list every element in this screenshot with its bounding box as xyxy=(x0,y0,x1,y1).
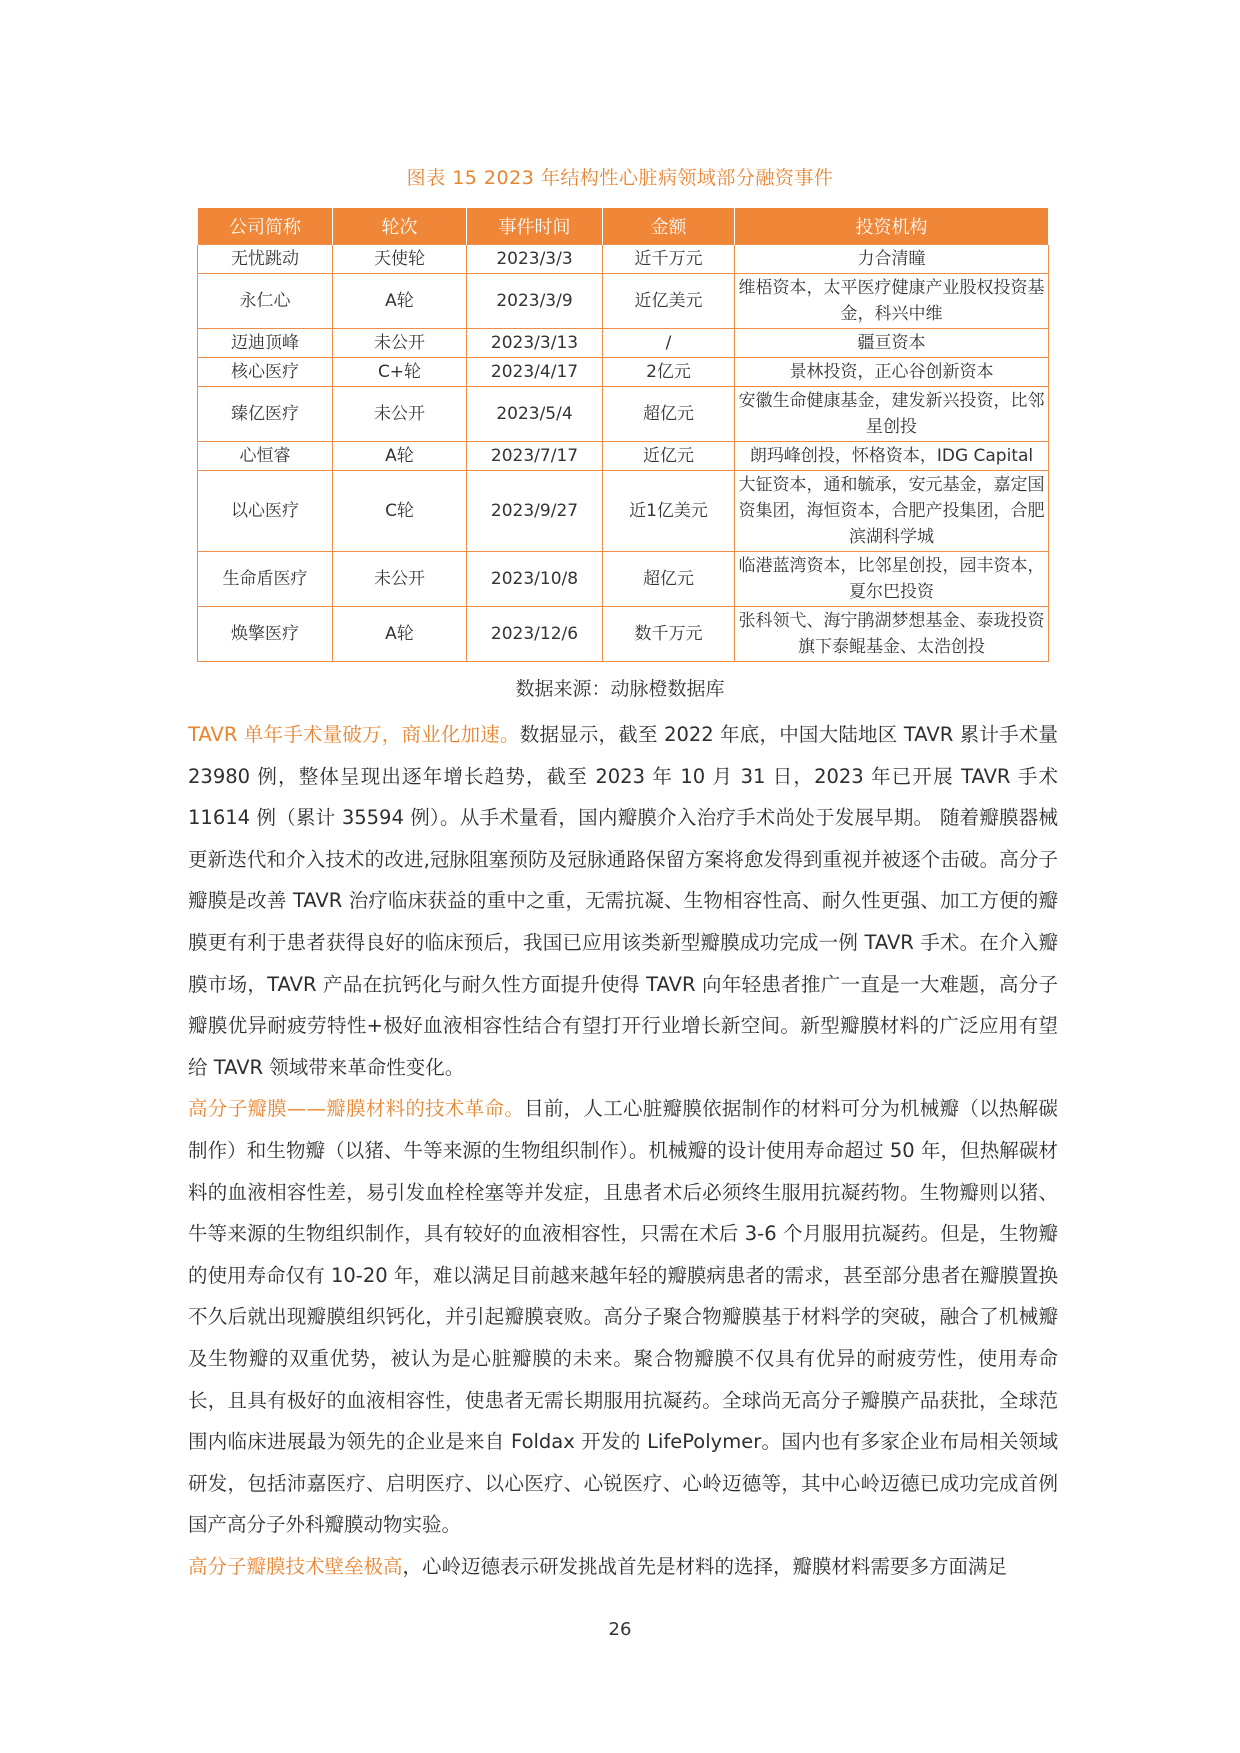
round-cell: C+轮 xyxy=(333,358,467,387)
financing-events-table xyxy=(197,208,1049,662)
column-header-investors: 投资机构 xyxy=(735,208,1049,245)
investors-cell: 维梧资本，太平医疗健康产业股权投资基金，科兴中维 xyxy=(735,274,1049,329)
company-cell: 臻亿医疗 xyxy=(198,387,333,442)
amount-cell: 近亿美元 xyxy=(603,274,735,329)
paragraph-lead: 高分子瓣膜技术壁垒极高 xyxy=(188,1554,403,1578)
round-cell: 天使轮 xyxy=(333,245,467,274)
round-cell: 未公开 xyxy=(333,329,467,358)
data-source-note: 数据来源：动脉橙数据库 xyxy=(515,678,725,700)
date-cell: 2023/5/4 xyxy=(467,387,603,442)
investors-cell: 力合清瞳 xyxy=(735,245,1049,274)
date-cell: 2023/3/3 xyxy=(467,245,603,274)
amount-cell: / xyxy=(603,329,735,358)
date-cell: 2023/9/27 xyxy=(467,471,603,552)
amount-cell: 近千万元 xyxy=(603,245,735,274)
table-row xyxy=(198,607,1049,662)
amount-cell: 2亿元 xyxy=(603,358,735,387)
round-cell: A轮 xyxy=(333,274,467,329)
column-header-date: 事件时间 xyxy=(467,208,603,245)
amount-cell: 超亿元 xyxy=(603,387,735,442)
paragraph-lead: 高分子瓣膜——瓣膜材料的技术革命。 xyxy=(188,1097,525,1121)
paragraph-polymer-valve xyxy=(188,1088,1058,1546)
amount-cell: 超亿元 xyxy=(603,552,735,607)
amount-cell: 数千万元 xyxy=(603,607,735,662)
figure-caption: 图表 15 2023 年结构性心脏病领域部分融资事件 xyxy=(406,167,834,189)
column-header-amount: 金额 xyxy=(603,208,735,245)
round-cell: 未公开 xyxy=(333,552,467,607)
company-cell: 核心医疗 xyxy=(198,358,333,387)
paragraph-lead: TAVR 单年手术量破万，商业化加速。 xyxy=(188,723,520,746)
amount-cell: 近1亿美元 xyxy=(603,471,735,552)
table-row xyxy=(198,387,1049,442)
table-row xyxy=(198,471,1049,552)
investors-cell: 朗玛峰创投，怀格资本，IDG Capital xyxy=(735,442,1049,471)
amount-cell: 近亿元 xyxy=(603,442,735,471)
round-cell: A轮 xyxy=(333,442,467,471)
column-header-company: 公司简称 xyxy=(198,208,333,245)
company-cell: 心恒睿 xyxy=(198,442,333,471)
page-number: 26 xyxy=(608,1619,632,1640)
investors-cell: 安徽生命健康基金，建发新兴投资，比邻星创投 xyxy=(735,387,1049,442)
company-cell: 焕擎医疗 xyxy=(198,607,333,662)
paragraph-body: 目前，人工心脏瓣膜依据制作的材料可分为机械瓣（以热解碳制作）和生物瓣（以猪、牛等来源的生物组织制作）。机械瓣的设计使用寿命超过 50 年，但热解碳材料的血液相容性差，易引发血栓栓塞等并发症，且患者术后必须终生服用抗凝药物。生物瓣则以猪、牛等来源的生物组织制作，具有较好的血液相容性，只需在术后 3-6 个月服用抗凝药。但是，生物瓣的使用寿命仅有 10-20 年，难以满足目前越来越年轻的瓣膜病患者的需求，甚至部分患者在瓣膜置换不久后就出现瓣膜组织钙化，并引起瓣膜衰败。高分子聚合物瓣膜基于材料学的突破，融合了机械瓣及生物瓣的双重优势，被认为是心脏瓣膜的未来。聚合物瓣膜不仅具有优异的耐疲劳性，使用寿命长，且具有极好的血液相容性，使患者无需长期服用抗凝药。全球尚无高分子瓣膜产品获批，全球范围内临床进展最为领先的企业是来自 Foldax 开发的 LifePolymer。国内也有多家企业布局相关领域研发，包括沛嘉医疗、启明医疗、以心医疗、心锐医疗、心岭迈德等，其中心岭迈德已成功完成首例国产高分子外科瓣膜动物实验。 xyxy=(188,1097,1058,1537)
date-cell: 2023/4/17 xyxy=(467,358,603,387)
table-row xyxy=(198,442,1049,471)
paragraph-barrier xyxy=(188,1546,1058,1588)
investors-cell: 疆亘资本 xyxy=(735,329,1049,358)
company-cell: 迈迪顶峰 xyxy=(198,329,333,358)
date-cell: 2023/7/17 xyxy=(467,442,603,471)
table-row xyxy=(198,274,1049,329)
company-cell: 生命盾医疗 xyxy=(198,552,333,607)
company-cell: 以心医疗 xyxy=(198,471,333,552)
round-cell: C轮 xyxy=(333,471,467,552)
body-text xyxy=(188,714,1058,1587)
company-cell: 无忧跳动 xyxy=(198,245,333,274)
column-header-round: 轮次 xyxy=(333,208,467,245)
investors-cell: 大钲资本，通和毓承，安元基金，嘉定国资集团，海恒资本，合肥产投集团，合肥滨湖科学城 xyxy=(735,471,1049,552)
table-header-row xyxy=(198,208,1049,245)
date-cell: 2023/10/8 xyxy=(467,552,603,607)
investors-cell: 临港蓝湾资本，比邻星创投，园丰资本，夏尔巴投资 xyxy=(735,552,1049,607)
investors-cell: 景林投资，正心谷创新资本 xyxy=(735,358,1049,387)
table-row xyxy=(198,245,1049,274)
round-cell: A轮 xyxy=(333,607,467,662)
table-row xyxy=(198,552,1049,607)
date-cell: 2023/3/13 xyxy=(467,329,603,358)
paragraph-body: 数据显示，截至 2022 年底，中国大陆地区 TAVR 累计手术量 23980 例，整体呈现出逐年增长趋势，截至 2023 年 10 月 31 日，2023 年已开展 TAVR 手术 11614 例（累计 35594 例）。从手术量看，国内瓣膜介入治疗手术尚处于发展早期。 随着瓣膜器械更新迭代和介入技术的改进,冠脉阻塞预防及冠脉通路保留方案将愈发得到重视并被逐个击破。高分子瓣膜是改善 TAVR 治疗临床获益的重中之重，无需抗凝、生物相容性高、耐久性更强、加工方便的瓣膜更有利于患者获得良好的临床预后，我国已应用该类新型瓣膜成功完成一例 TAVR 手术。在介入瓣膜市场，TAVR 产品在抗钙化与耐久性方面提升使得 TAVR 向年轻患者推广一直是一大难题，高分子瓣膜优异耐疲劳特性+极好血液相容性结合有望打开行业增长新空间。新型瓣膜材料的广泛应用有望给 TAVR 领域带来革命性变化。 xyxy=(188,723,1058,1079)
company-cell: 永仁心 xyxy=(198,274,333,329)
date-cell: 2023/3/9 xyxy=(467,274,603,329)
date-cell: 2023/12/6 xyxy=(467,607,603,662)
paragraph-tavr xyxy=(188,714,1058,1088)
table-row xyxy=(198,329,1049,358)
table-row xyxy=(198,358,1049,387)
round-cell: 未公开 xyxy=(333,387,467,442)
paragraph-body: ，心岭迈德表示研发挑战首先是材料的选择，瓣膜材料需要多方面满足 xyxy=(402,1554,1008,1578)
investors-cell: 张科领弋、海宁鹃湖梦想基金、泰珑投资旗下泰鲲基金、太浩创投 xyxy=(735,607,1049,662)
